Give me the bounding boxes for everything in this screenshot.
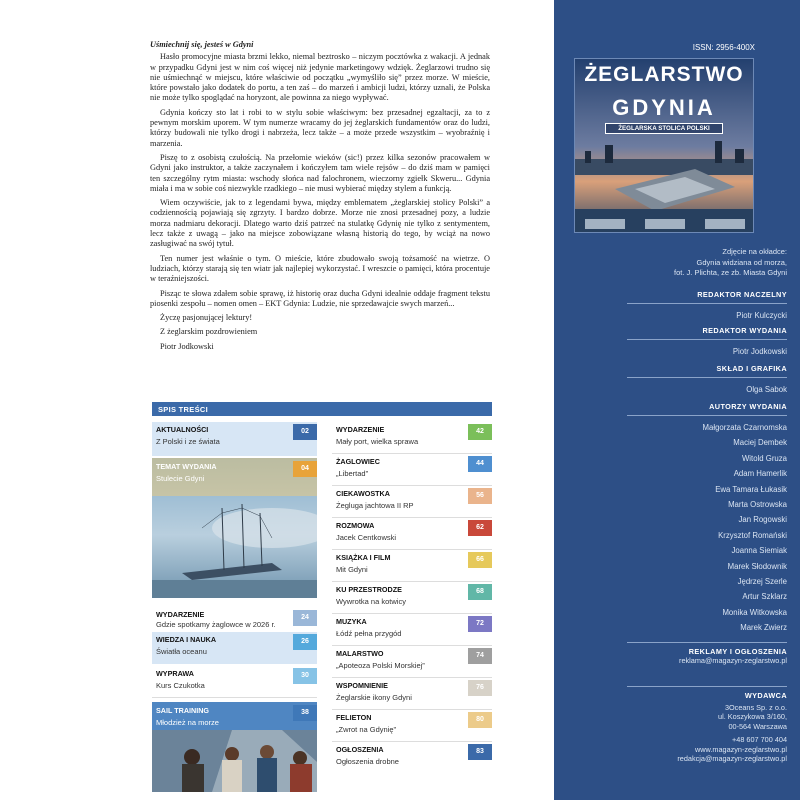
cover-caption: [617, 247, 787, 279]
toc-item[interactable]: [332, 678, 492, 710]
credit-heading: WYDAWCA: [744, 691, 787, 700]
divider: [627, 415, 787, 416]
publisher-line: ul. Koszykowa 3/160,: [718, 712, 787, 722]
toc-item-page: 04: [293, 461, 317, 477]
toc-item-title: Żeglarskie ikony Gdyni: [336, 693, 412, 702]
toc-item-title: „Apoteoza Polski Morskiej”: [336, 661, 425, 670]
toc-item-title: Mały port, wielka sprawa: [336, 437, 419, 446]
editorial-paragraph: Piszę to z osobistą czułością. Na przełomie wieków (sic!) przez kilka sezonów pracowałem w Gdyni jako instruktor, a także zaczynałem i kończyłem tam wiele rejsów – do dziś mam w pamięci ten szczególny rytm miasta: wschody słońca nad falochronem, wieczorny zgiełk Skweru... Gdynia miała i ma w sobie coś niezwykle rzadkiego – nie musi wybierać między stylem a funkcją.: [150, 152, 490, 193]
authors-list: [587, 402, 787, 636]
editorial-paragraph: Gdynia kończy sto lat i robi to w stylu sobie właściwym: bez przesadnej egzaltacji, za to z pewnym morskim uporem. W tym numerze wracamy do jej żeglarskich fundamentów oraz do ludzi, którzy budowali nie tylko drogi i nabrzeża, lecz także – a może przede wszystkim – wyobraźnię i marzenia.: [150, 107, 490, 148]
editorial: [150, 40, 490, 356]
author-name: Artur Szklarz: [742, 592, 787, 602]
toc-item-category: ŻAGLOWIEC: [336, 457, 380, 466]
toc-item-page: 30: [293, 668, 317, 684]
credit-name: Piotr Kulczycki: [736, 311, 787, 320]
cover-masthead: ŻEGLARSTWO: [584, 63, 744, 86]
toc-item-category: ROZMOWA: [336, 521, 375, 530]
toc-item-category: KU PRZESTRODZE: [336, 585, 402, 594]
ads-email-link[interactable]: reklama@magazyn-zeglarstwo.pl: [679, 656, 787, 665]
caption-line: Zdjęcie na okładce:: [722, 247, 787, 256]
cover-thumbnail[interactable]: [574, 58, 754, 233]
author-name: Adam Hamerlik: [733, 469, 787, 479]
author-name: Marek Zwierz: [740, 623, 787, 633]
toc-item-title: Mit Gdyni: [336, 565, 368, 574]
toc-item[interactable]: [332, 486, 492, 518]
toc-item[interactable]: [332, 454, 492, 486]
author-name: Marta Ostrowska: [728, 500, 787, 510]
credit-heading: REDAKTOR NACZELNY: [697, 290, 787, 299]
issn: ISSN: 2956-400X: [692, 43, 755, 52]
toc-item[interactable]: [332, 742, 492, 774]
toc-item-category: TEMAT WYDANIA: [156, 462, 217, 471]
toc-item-category: CIEKAWOSTKA: [336, 489, 390, 498]
toc-item-category: OGŁOSZENIA: [336, 745, 384, 754]
publisher-phone: +48 607 700 404: [732, 735, 787, 745]
toc-item[interactable]: [332, 582, 492, 614]
toc-item-page: 76: [468, 680, 492, 696]
toc-item[interactable]: [332, 646, 492, 678]
toc-header: SPIS TREŚCI: [152, 402, 492, 416]
toc-item-title: Żegluga jachtowa II RP: [336, 501, 414, 510]
cover-tagline: ŻEGLARSKA STOLICA POLSKI: [605, 123, 723, 134]
toc-item[interactable]: [152, 598, 317, 630]
toc-item-category: WSPOMNIENIE: [336, 681, 388, 690]
divider: [627, 339, 787, 340]
publisher-line: 00-564 Warszawa: [728, 721, 787, 731]
editorial-paragraph: Pisząc te słowa zdałem sobie sprawę, iż historię oraz ducha Gdyni idealnie oddaje fragment tekstu piosenki zespołu – nomen omen – EKT Gdynia: Ludzie, nie sprzedawajcie swych marzeń...: [150, 288, 490, 308]
toc-item-page: 74: [468, 648, 492, 664]
toc-item-page: 66: [468, 552, 492, 568]
editorial-headline: Uśmiechnij się, jesteś w Gdyni: [150, 40, 254, 49]
author-name: Maciej Dembek: [733, 438, 787, 448]
author-name: Witold Gruza: [741, 453, 787, 463]
author-name: Monika Witkowska: [722, 607, 787, 617]
toc-item-page: 72: [468, 616, 492, 632]
publisher-line: 3Oceans Sp. z o.o.: [724, 703, 787, 712]
editorial-paragraph: Hasło promocyjne miasta brzmi lekko, niemal beztrosko – niczym pocztówka z wakacji. A jednak w przypadku Gdyni jest w nim coś więcej niż jedynie marketingowy wdzięk. Żeglarzowi trudno się nie uśmiechnąć w miejscu, które właściwie od początku „wymyśliło się” przez morze. W mieście, które powstało jako dodatek do portu, a ten zaś – do marzeń i ambicji ludzi, którzy uznali, że Polska nie może tylko spoglądać na horyzont, ale powinna za niego wypływać.: [150, 52, 490, 103]
toc-item[interactable]: [152, 422, 317, 456]
author-name: Krzysztof Romański: [718, 530, 787, 540]
toc-item[interactable]: [332, 550, 492, 582]
caption-line: Gdynia widziana od morza,: [696, 257, 787, 267]
toc-item-title: Jacek Centkowski: [336, 533, 397, 542]
editor-in-chief: [587, 290, 787, 323]
publisher-info: [587, 686, 787, 763]
author-name: Jan Rogowski: [738, 515, 787, 525]
credit-name: Piotr Jodkowski: [732, 347, 787, 356]
toc-item[interactable]: [332, 710, 492, 742]
toc-item-title: „Zwrot na Gdynię”: [336, 725, 397, 734]
toc-item[interactable]: [332, 518, 492, 550]
divider: [627, 377, 787, 378]
toc-item[interactable]: [152, 632, 317, 664]
author-name: Małgorzata Czarnomska: [702, 423, 787, 432]
toc-item-page: 80: [468, 712, 492, 728]
credit-heading: SKŁAD I GRAFIKA: [716, 364, 787, 373]
publisher-website-link[interactable]: www.magazyn-zeglarstwo.pl: [694, 744, 787, 754]
toc-item-title: Z Polski i ze świata: [156, 437, 220, 446]
toc-item-page: 42: [468, 424, 492, 440]
masthead-sidebar: [554, 0, 800, 800]
toc-item-category: MALARSTWO: [336, 649, 384, 658]
toc-item-page: 68: [468, 584, 492, 600]
author-name: Ewa Tamara Łukasik: [715, 484, 787, 494]
toc-item-category: WYPRAWA: [156, 669, 194, 678]
editorial-closing-wish: Życzę pasjonującej lektury!: [160, 313, 253, 323]
editorial-paragraph: Wiem oczywiście, jak to z legendami bywa, między emblematem „żeglarskiej stolicy Polski” a codziennością pojawiają się zgrzyty. I bardzo dobrze. Morze nie znosi przesadnej pozy, a ludzie morza nadmiaru dekoracji. Dlatego warto dziś patrzeć na stulatkę Gdynię nie tylko z sentymentem, lecz także z uwagą – jako na miejsce zobowiązane własną historią do tego, by wciąż na nowo zasługiwać na swój tytuł.: [150, 198, 490, 249]
toc-item-category: WYDARZENIE: [156, 610, 205, 619]
divider: [627, 303, 787, 304]
toc-item-category: AKTUALNOŚCI: [156, 425, 209, 434]
credit-heading: REKLAMY I OGŁOSZENIA: [688, 647, 787, 656]
editorial-closing-greeting: Z żeglarskim pozdrowieniem: [160, 327, 258, 337]
editorial-paragraph: Ten numer jest właśnie o tym. O mieście, które zbudowało swoją tożsamość na wietrze. O ludziach, którzy starają się ten wiatr jak najlepiej wykorzystać. I wreszcie o pamięci, która procentuje w teraźniejszości.: [150, 253, 490, 284]
credit-heading: REDAKTOR WYDANIA: [702, 326, 787, 335]
publisher-email-link[interactable]: redakcja@magazyn-zeglarstwo.pl: [677, 754, 787, 764]
toc-item[interactable]: [332, 422, 492, 454]
toc-item-category: KSIĄŻKA I FILM: [336, 553, 391, 562]
toc-item-page: 62: [468, 520, 492, 536]
divider: [627, 686, 787, 687]
toc-item-page: 02: [293, 424, 317, 440]
toc-feature-photo[interactable]: [152, 458, 317, 598]
author-name: Marek Słodownik: [727, 561, 787, 571]
toc-item-title: Stulecie Gdyni: [156, 474, 205, 483]
author-name: Joanna Siemiak: [731, 546, 787, 556]
table-of-contents: [152, 402, 492, 772]
toc-sail-training-photo[interactable]: [152, 702, 317, 792]
toc-item-page: 83: [468, 744, 492, 760]
toc-item-title: Światła oceanu: [156, 647, 207, 656]
toc-item-category: WYDARZENIE: [336, 425, 385, 434]
credit-name: Olga Sabok: [746, 385, 787, 394]
toc-item-page: 56: [468, 488, 492, 504]
cover-city-title: GDYNIA: [612, 95, 716, 120]
credit-heading: AUTORZY WYDANIA: [709, 402, 787, 411]
toc-item-category: FELIETON: [336, 713, 372, 722]
toc-item-page: 44: [468, 456, 492, 472]
toc-item-title: Kurs Czukotka: [156, 681, 205, 690]
issue-editor: [587, 326, 787, 359]
toc-item[interactable]: [152, 666, 317, 698]
toc-item-page: 38: [293, 705, 317, 721]
toc-item-page: 24: [293, 610, 317, 626]
toc-item-title: Wywrotka na kotwicy: [336, 597, 406, 606]
toc-item[interactable]: [332, 614, 492, 646]
toc-item-title: Młodzież na morze: [156, 718, 219, 727]
toc-item-title: „Libertad”: [336, 469, 369, 478]
toc-item-title: Łódź pełna przygód: [336, 629, 402, 638]
layout-credit: [587, 364, 787, 397]
toc-item-category: MUZYKA: [336, 617, 367, 626]
toc-item-page: 26: [293, 634, 317, 650]
toc-item-title: Ogłoszenia drobne: [336, 757, 399, 766]
divider: [627, 642, 787, 643]
toc-item-category: WIEDZA I NAUKA: [156, 635, 217, 644]
editorial-signature: Piotr Jodkowski: [160, 341, 214, 351]
author-name: Jędrzej Szerle: [737, 577, 787, 587]
toc-item-category: SAIL TRAINING: [156, 706, 209, 715]
caption-line: fot. J. Plichta, ze zb. Miasta Gdyni: [674, 268, 787, 277]
advertising-contact: [587, 642, 787, 665]
toc-item-title: Gdzie spotkamy żaglowce w 2026 r.: [156, 620, 276, 629]
